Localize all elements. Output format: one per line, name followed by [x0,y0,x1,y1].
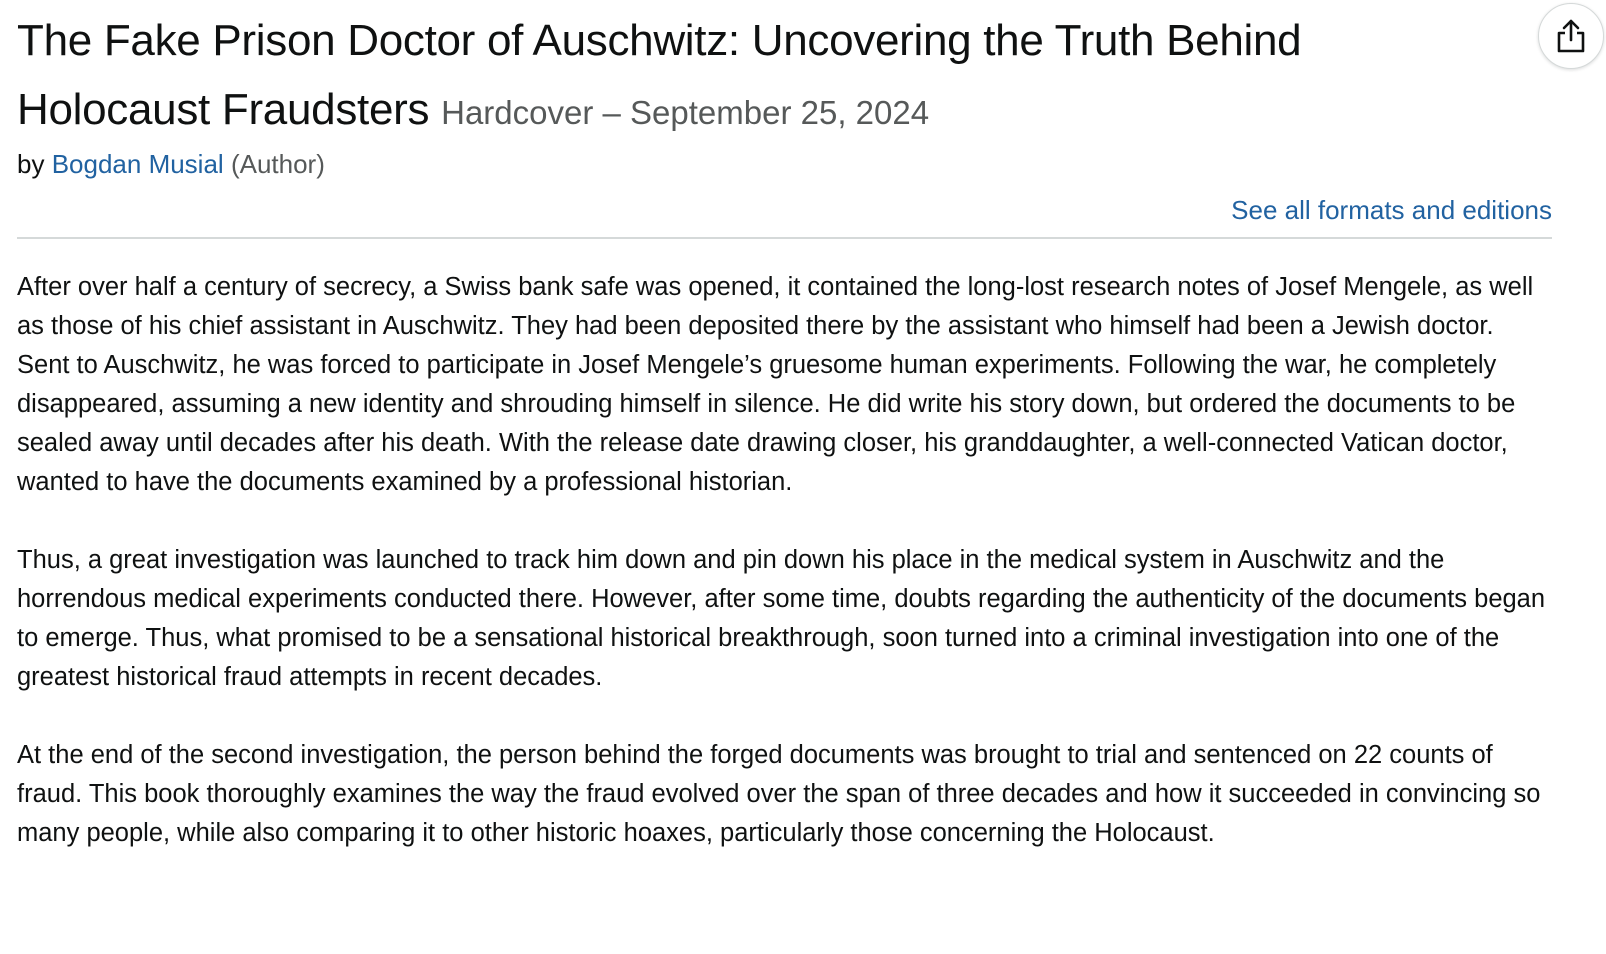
format-and-date: Hardcover – September 25, 2024 [441,94,930,131]
description-paragraph-2: Thus, a great investigation was launched to track him down and pin down his place in the medical system in Auschwitz and the horrendous medical experiments conducted there. However, after some time, doubts regarding the authenticity of the documents began to emerge. Thus, what promised to be a sensational historical breakthrough, soon turned into a criminal investigation into one of the greatest historical fraud attempts in recent decades. [17,546,1546,691]
description-paragraph-3: At the end of the second investigation, the person behind the forged documents was brought to trial and sentenced on 22 counts of fraud. This book thoroughly examines the way the fraud evolved over the span of three decades and how it succeeded in convincing so many people, while also comparing it to other historic hoaxes, particularly those concerning the Holocaust. [17,741,1541,847]
byline [17,147,1552,181]
formats-row [17,193,1552,227]
description-paragraph-1: After over half a century of secrecy, a Swiss bank safe was opened, it contained the long-lost research notes of Josef Mengele, as well as those of his chief assistant in Auschwitz. They had been deposited there by the assistant who himself had been a Jewish doctor. Sent to Auschwitz, he was forced to participate in Josef Mengele’s gruesome human experiments. Following the war, he completely disappeared, assuming a new identity and shrouding himself in silence. He did write his story down, but ordered the documents to be sealed away until decades after his death. With the release date drawing closer, his granddaughter, a well-connected Vatican doctor, wanted to have the documents examined by a professional historian. [17,273,1534,496]
see-all-formats-link[interactable]: See all formats and editions [1231,195,1552,225]
author-link[interactable]: Bogdan Musial [51,149,224,179]
share-icon [1554,18,1588,54]
product-title [17,6,1467,147]
book-description [17,268,1552,853]
share-button[interactable] [1538,3,1604,69]
by-label: by [17,149,45,179]
product-title-text: The Fake Prison Doctor of Auschwitz: Uncovering the Truth Behind Holocaust Fraudsters [17,16,1302,134]
author-role: (Author) [230,149,325,179]
product-detail-page [17,0,1552,853]
title-section [17,0,1552,147]
divider [17,237,1552,239]
